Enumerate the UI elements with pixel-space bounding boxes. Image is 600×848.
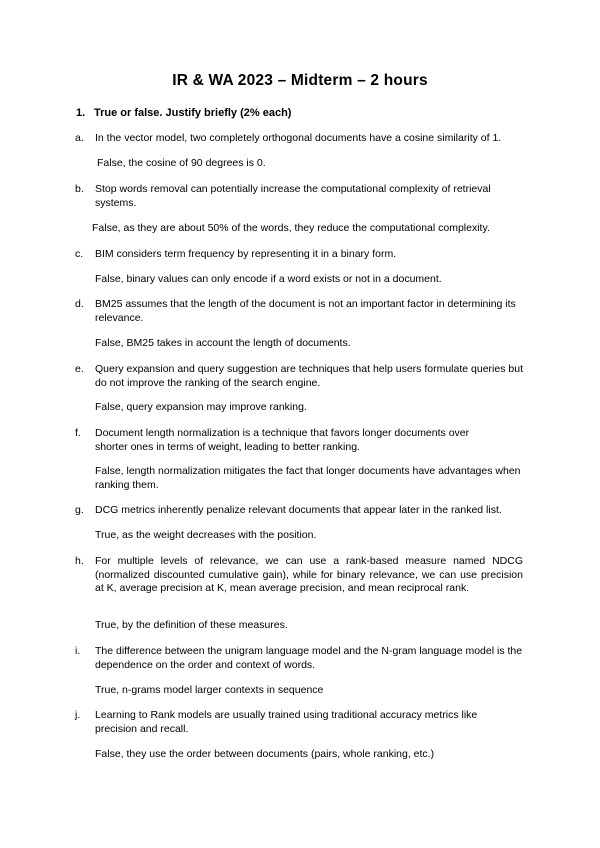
question-letter: h. [75, 555, 84, 567]
answer-text: True, by the definition of these measures. [95, 619, 288, 631]
question-letter: g. [75, 504, 84, 516]
answer-text: False, they use the order between documents (pairs, whole ranking, etc.) [95, 748, 435, 760]
question-text: In the vector model, two completely orthogonal documents have a cosine similarity of 1. [95, 132, 502, 144]
question-text: For multiple levels of relevance, we can use a rank-based measure named NDCG (normalized discounted cumulative gain), while for binary relevance, we can use precision at K, average precision at K, mean average precision, and mean reciprocal rank. [95, 555, 523, 594]
question-letter: f. [75, 427, 81, 439]
answer-text: False, as they are about 50% of the words, they reduce the computational complexity. [92, 222, 490, 234]
question-text: The difference between the unigram language model and the N-gram language model is the dependence on the order and context of words. [95, 645, 523, 671]
answer-text: False, binary values can only encode if a word exists or not in a document. [95, 273, 442, 285]
question-text: DCG metrics inherently penalize relevant documents that appear later in the ranked list. [95, 504, 502, 516]
question-letter: c. [75, 248, 84, 260]
answer-text: True, n-grams model larger contexts in sequence [95, 684, 324, 696]
question-letter: d. [75, 298, 84, 310]
question-letter: i. [75, 645, 81, 657]
question-text: Query expansion and query suggestion are techniques that help users formulate queries but do not improve the ranking of the search engine. [95, 363, 523, 389]
question-letter: a. [75, 132, 84, 144]
question-text: Stop words removal can potentially increase the computational complexity of retrieval systems. [95, 183, 491, 209]
section-heading [76, 107, 291, 119]
page-title: IR & WA 2023 – Midterm – 2 hours [172, 72, 428, 89]
answer-text: True, as the weight decreases with the position. [95, 529, 317, 541]
answer-text: False, the cosine of 90 degrees is 0. [97, 157, 266, 169]
question-letter: e. [75, 363, 84, 375]
question-letter: j. [75, 709, 81, 721]
question-text: BM25 assumes that the length of the document is not an important factor in determining its relevance. [95, 298, 516, 324]
question-text: Document length normalization is a technique that favors longer documents over shorter ones in terms of weight, leading to better ranking. [95, 427, 470, 453]
question-text: BIM considers term frequency by representing it in a binary form. [95, 248, 397, 260]
answer-text: False, BM25 takes in account the length of documents. [95, 337, 351, 349]
section-heading-text: True or false. Justify briefly (2% each) [94, 107, 292, 119]
section-number: 1. [76, 107, 86, 119]
question-letter: b. [75, 183, 84, 195]
answer-text: False, length normalization mitigates the fact that longer documents have advantages when ranking them. [95, 465, 521, 491]
question-text: Learning to Rank models are usually trained using traditional accuracy metrics like precision and recall. [95, 709, 478, 735]
answer-text: False, query expansion may improve ranking. [95, 401, 307, 413]
